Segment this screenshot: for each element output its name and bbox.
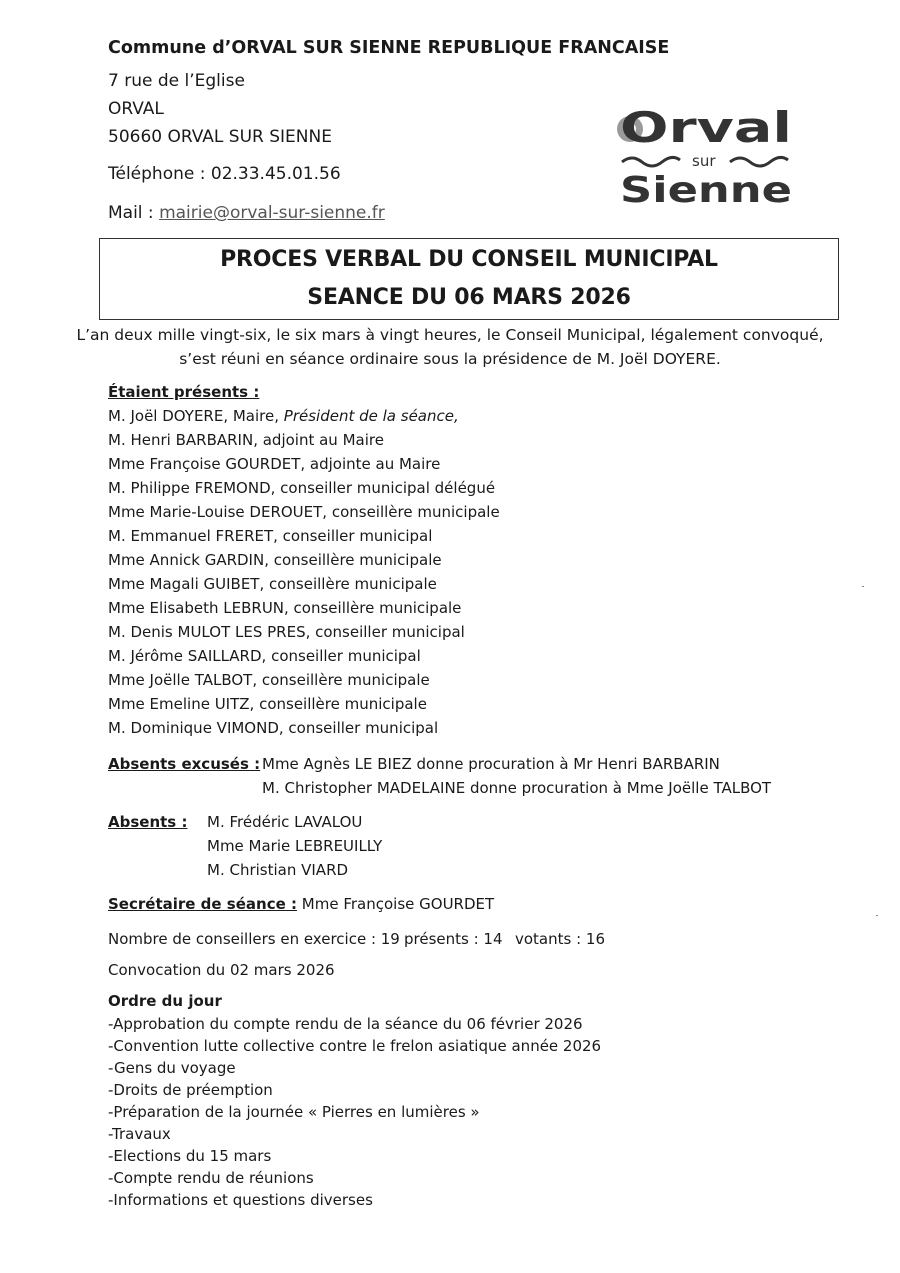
excuse-entry: M. Christopher MADELAINE donne procuration à Mme Joëlle TALBOT bbox=[262, 779, 772, 797]
president-name: M. Joël DOYERE, Maire, bbox=[108, 407, 279, 425]
absent-entry: M. Frédéric LAVALOU bbox=[207, 813, 363, 831]
list-item: Mme Emeline UITZ, conseillère municipale bbox=[108, 695, 427, 713]
president-line bbox=[108, 407, 459, 425]
list-item: Mme Joëlle TALBOT, conseillère municipale bbox=[108, 671, 430, 689]
title-line-2: SEANCE DU 06 MARS 2026 bbox=[307, 285, 631, 310]
list-item: M. Philippe FREMOND, conseiller municipal délégué bbox=[108, 479, 496, 497]
list-item: Mme Marie-Louise DEROUET, conseillère municipale bbox=[108, 503, 500, 521]
list-item: Mme Magali GUIBET, conseillère municipale bbox=[108, 575, 437, 593]
logo-wave-right-icon bbox=[730, 157, 788, 166]
list-item: M. Jérôme SAILLARD, conseiller municipal bbox=[108, 647, 421, 665]
list-item: M. Emmanuel FRERET, conseiller municipal bbox=[108, 527, 433, 545]
intro-line-2: s’est réuni en séance ordinaire sous la présidence de M. Joël DOYERE. bbox=[179, 350, 721, 368]
address-postal: 50660 ORVAL SUR SIENNE bbox=[108, 127, 332, 147]
presents-label: Étaient présents : bbox=[108, 383, 260, 401]
mail-link[interactable]: mairie@orval-sur-sienne.fr bbox=[159, 203, 385, 223]
agenda-item: -Compte rendu de réunions bbox=[108, 1169, 314, 1187]
convocation-line: Convocation du 02 mars 2026 bbox=[108, 961, 335, 979]
president-role: Président de la séance, bbox=[283, 407, 459, 425]
address-street: 7 rue de l’Eglise bbox=[108, 71, 245, 91]
org-heading: Commune d’ORVAL SUR SIENNE REPUBLIQUE FRANCAISE bbox=[108, 38, 670, 58]
intro-line-1: L’an deux mille vingt-six, le six mars à vingt heures, le Conseil Municipal, légalement convoqué, bbox=[76, 326, 824, 344]
secretaire-name: Mme Françoise GOURDET bbox=[301, 895, 495, 913]
count-presents: présents : 14 bbox=[404, 930, 503, 948]
excuse-entry: Mme Agnès LE BIEZ donne procuration à Mr Henri BARBARIN bbox=[262, 755, 720, 773]
agenda-item: -Approbation du compte rendu de la séance du 06 février 2026 bbox=[108, 1015, 583, 1033]
list-item: M. Henri BARBARIN, adjoint au Maire bbox=[108, 431, 384, 449]
phone-label: Téléphone : bbox=[108, 164, 206, 184]
mail-line bbox=[108, 203, 385, 223]
absent-entry: M. Christian VIARD bbox=[207, 861, 349, 879]
scan-speck bbox=[862, 586, 864, 587]
title-box bbox=[99, 238, 839, 320]
list-item: Mme Annick GARDIN, conseillère municipale bbox=[108, 551, 442, 569]
secretaire-label: Secrétaire de séance : bbox=[108, 895, 297, 913]
logo-word-orval: Orval bbox=[620, 103, 792, 152]
agenda-item: -Travaux bbox=[108, 1125, 171, 1143]
phone-number: 02.33.45.01.56 bbox=[210, 164, 341, 184]
logo-word-sienne: Sienne bbox=[620, 170, 792, 211]
address-town: ORVAL bbox=[108, 99, 164, 119]
absent-entry: Mme Marie LEBREUILLY bbox=[207, 837, 383, 855]
secretaire-line bbox=[108, 895, 494, 913]
logo-word-sur: sur bbox=[692, 152, 716, 170]
agenda-item: -Gens du voyage bbox=[108, 1059, 236, 1077]
title-line-1: PROCES VERBAL DU CONSEIL MUNICIPAL bbox=[220, 247, 718, 272]
list-item: Mme Elisabeth LEBRUN, conseillère municipale bbox=[108, 599, 462, 617]
count-votants: votants : 16 bbox=[515, 930, 606, 948]
list-item: Mme Françoise GOURDET, adjointe au Maire bbox=[108, 455, 441, 473]
count-exercice: Nombre de conseillers en exercice : 19 bbox=[108, 930, 400, 948]
agenda-item: -Informations et questions diverses bbox=[108, 1191, 373, 1209]
orval-sur-sienne-logo bbox=[612, 100, 802, 215]
agenda-label: Ordre du jour bbox=[108, 992, 222, 1010]
scan-speck bbox=[876, 915, 878, 916]
agenda-item: -Préparation de la journée « Pierres en lumières » bbox=[108, 1103, 480, 1121]
mail-label: Mail : bbox=[108, 203, 154, 223]
logo-wave-left-icon bbox=[622, 157, 680, 166]
list-item: M. Denis MULOT LES PRES, conseiller municipal bbox=[108, 623, 465, 641]
excuses-label: Absents excusés : bbox=[108, 755, 261, 773]
agenda-item: -Droits de préemption bbox=[108, 1081, 273, 1099]
phone-line bbox=[108, 164, 341, 184]
list-item: M. Dominique VIMOND, conseiller municipal bbox=[108, 719, 439, 737]
absents-label: Absents : bbox=[108, 813, 188, 831]
agenda-item: -Convention lutte collective contre le frelon asiatique année 2026 bbox=[108, 1037, 602, 1055]
agenda-item: -Elections du 15 mars bbox=[108, 1147, 272, 1165]
